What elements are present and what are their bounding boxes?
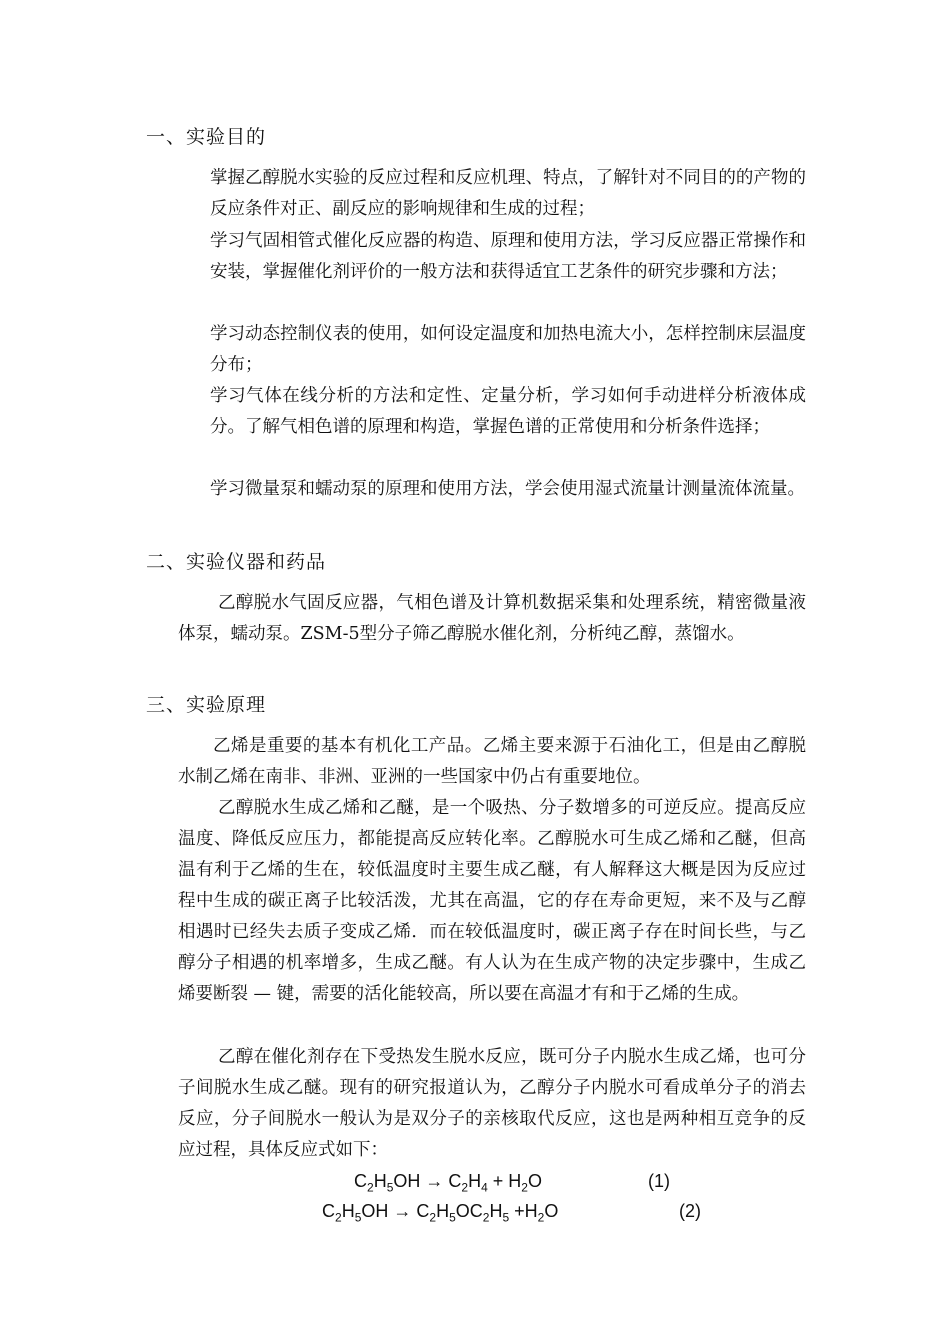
- equation-2: $C_2H_5OH \to C_2H_5OC_2H_5 +H_2O$: [322, 1201, 559, 1225]
- aim-item-2: 学习气固相管式催化反应器的构造、原理和使用方法，学习反应器正常操作和安装，掌握催化剂评价的一般方法和获得适宜工艺条件的研究步骤和方法；: [210, 231, 806, 282]
- principle-paragraph-3: 乙醇在催化剂存在下受热发生脱水反应，既可分子内脱水生成乙烯，也可分子间脱水生成乙醚。现有的研究报道认为，乙醇分子内脱水可看成单分子的消去反应，分子间脱水一般认为是双分子的亲核取代反应，这也是两种相互竞争的反应过程，具体反应式如下：: [178, 1047, 806, 1160]
- aim-item-1: 掌握乙醇脱水实验的反应过程和反应机理、特点，了解针对不同目的的产物的反应条件对正、副反应的影响规律和生成的过程；: [210, 168, 806, 219]
- aim-item-4: 学习气体在线分析的方法和定性、定量分析，学习如何手动进样分析液体成分。了解气相色谱的原理和构造，掌握色谱的正常使用和分析条件选择；: [210, 386, 806, 437]
- aim-item-5: 学习微量泵和蠕动泵的原理和使用方法，学会使用湿式流量计测量流体流量。: [210, 479, 805, 499]
- principle-paragraph-1: 乙烯是重要的基本有机化工产品。乙烯主要来源于石油化工，但是由乙醇脱水制乙烯在南非、非洲、亚洲的一些国家中仍占有重要地位。: [178, 736, 806, 787]
- section-heading-principle: 三、实验原理: [146, 694, 267, 716]
- equation-2-number: (2): [679, 1201, 701, 1221]
- instruments-text: 乙醇脱水气固反应器，气相色谱及计算机数据采集和处理系统，精密微量液体泵，蠕动泵。ZSM-5型分子筛乙醇脱水催化剂，分析纯乙醇，蒸馏水。: [178, 593, 806, 644]
- section-heading-instruments: 二、实验仪器和药品: [146, 551, 327, 573]
- principle-paragraph-2: 乙醇脱水生成乙烯和乙醚，是一个吸热、分子数增多的可逆反应。提高反应温度、降低反应压力，都能提高反应转化率。乙醇脱水可生成乙烯和乙醚，但高温有利于乙烯的生在，较低温度时主要生成乙醚，有人解释这大概是因为反应过程中生成的碳正离子比较活泼，尤其在高温，它的存在寿命更短，来不及与乙醇相遇时已经失去质子变成乙烯．而在较低温度时，碳正离子存在时间长些，与乙醇分子相遇的机率增多，生成乙醚。有人认为在生成产物的决定步骤中，生成乙烯要断裂 — 键，需要的活化能较高，所以要在高温才有和于乙烯的生成。: [178, 798, 806, 1004]
- equation-1: $C_2H_5OH \to C_2H_4 + H_2O$: [354, 1171, 542, 1195]
- aim-item-3: 学习动态控制仪表的使用，如何设定温度和加热电流大小，怎样控制床层温度分布；: [210, 324, 806, 375]
- section-heading-aim: 一、实验目的: [146, 126, 267, 148]
- equation-1-number: (1): [648, 1171, 670, 1191]
